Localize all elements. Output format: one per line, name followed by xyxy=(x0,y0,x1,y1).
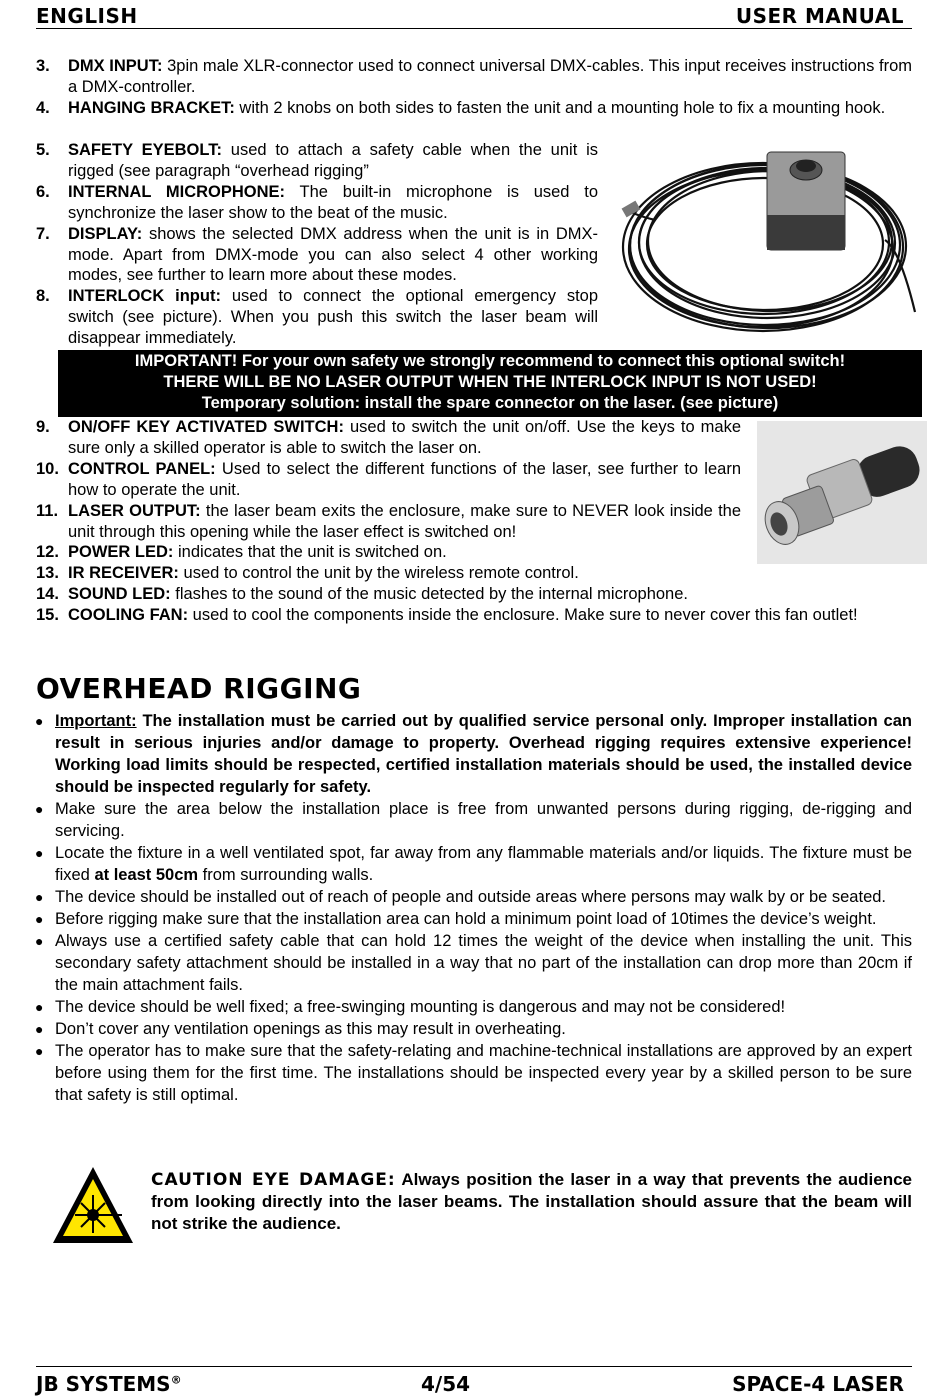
list-item: 13. IR RECEIVER: used to control the unit by the wireless remote control. xyxy=(36,563,579,582)
bullet-icon: ● xyxy=(35,845,44,861)
important-banner: IMPORTANT! For your own safety we strongly recommend to connect this optional switch! THERE WILL BE NO LASER OUTPUT WHEN THE INTERLOCK INPUT IS NOT USED! Temporary solution: install the spare connector on the laser. (see picture) xyxy=(58,350,922,417)
list-item: ● The operator has to make sure that the safety-relating and machine-technical installations are approved by an expert before using them for the first time. The installations should be inspected every year by a skilled person to be sure that safety is still optimal. xyxy=(35,1042,912,1104)
list-item: 9. ON/OFF KEY ACTIVATED SWITCH: used to switch the unit on/off. Use the keys to make sure only a skilled operator is able to switch the laser on. xyxy=(36,418,741,457)
numbered-list-bottom xyxy=(36,542,912,626)
bullet-icon: ● xyxy=(35,801,44,817)
list-item: 15. COOLING FAN: used to cool the components inside the enclosure. Make sure to never cover this fan outlet! xyxy=(36,605,858,624)
header-title: USER MANUAL xyxy=(735,4,904,28)
list-item: 6. INTERNAL MICROPHONE: The built-in microphone is used to synchronize the laser show to the beat of the music. xyxy=(36,182,598,222)
list-item: 8. INTERLOCK input: used to connect the optional emergency stop switch (see picture). When you push this switch the laser beam will disappear immediately. xyxy=(36,287,599,348)
list-item: ● Important: The installation must be carried out by qualified service personal only. Improper installation can result in serious injuries and/or damage to property. Overhead rigging requires extensive experience! Working load limits should be respected, certified installation materials should be used, the installed device should be inspected regularly for safety. xyxy=(35,712,912,796)
laser-warning-icon xyxy=(50,1163,136,1249)
list-item: ● Always use a certified safety cable that can hold 12 times the weight of the device when installing the unit. This secondary safety attachment should be installed in a way that no part of the installation can drop more than 20cm if the main attachment fails. xyxy=(35,932,912,994)
list-item: 11. LASER OUTPUT: the laser beam exits the enclosure, make sure to NEVER look inside the unit through this opening while the laser effect is switched on! xyxy=(36,501,742,541)
interlock-switch-photo xyxy=(615,140,925,340)
section-title: OVERHEAD RIGGING xyxy=(36,672,362,705)
bullet-icon: ● xyxy=(35,999,44,1015)
page-number: 4/54 xyxy=(421,1372,471,1396)
bullet-icon: ● xyxy=(35,889,44,905)
page-header xyxy=(36,2,912,29)
list-item: 5. SAFETY EYEBOLT: used to attach a safety cable when the unit is rigged (see paragraph “overhead rigging” xyxy=(36,141,598,180)
bullet-icon: ● xyxy=(35,1043,44,1059)
bullet-icon: ● xyxy=(35,933,44,949)
list-item: ● The device should be installed out of reach of people and outside areas where persons may walk by or be seated. xyxy=(35,888,887,906)
caution-eye-damage: CAUTION EYE DAMAGE: Always position the laser in a way that prevents the audience from looking directly into the laser beams. The installation should assure that the beam will not strike the audience. xyxy=(151,1170,912,1233)
numbered-list-narrow xyxy=(36,140,598,349)
list-item: 14. SOUND LED: flashes to the sound of the music detected by the internal microphone. xyxy=(36,584,688,603)
list-item: 10. CONTROL PANEL: Used to select the different functions of the laser, see further to learn how to operate the unit. xyxy=(36,459,741,499)
bullet-icon: ● xyxy=(35,1021,44,1037)
list-item: 7. DISPLAY: shows the selected DMX address when the unit is in DMX-mode. Apart from DMX-mode you can also select 4 other working modes, see further to learn more about these modes. xyxy=(36,224,598,285)
rigging-bullet-list xyxy=(36,710,912,1106)
footer-product: SPACE-4 LASER xyxy=(732,1372,904,1396)
numbered-list-full xyxy=(36,56,912,119)
bullet-icon: ● xyxy=(35,911,44,927)
list-item: ● Don’t cover any ventilation openings as this may result in overheating. xyxy=(35,1020,566,1038)
list-item: 12. POWER LED: indicates that the unit is switched on. xyxy=(36,543,447,561)
list-item: ● The device should be well fixed; a free-swinging mounting is dangerous and may not be considered! xyxy=(35,998,786,1016)
numbered-list-mid xyxy=(36,417,741,542)
list-item: 4. HANGING BRACKET: with 2 knobs on both sides to fasten the unit and a mounting hole to fix a mounting hook. xyxy=(36,98,886,117)
list-item: ● Locate the fixture in a well ventilated spot, far away from any flammable materials and/or liquids. The fixture must be fixed at least 50cm from surrounding walls. xyxy=(35,844,912,884)
list-item: ● Make sure the area below the installation place is free from unwanted persons during rigging, de-rigging and servicing. xyxy=(35,800,912,840)
list-item: ● Before rigging make sure that the installation area can hold a minimum point load of 10times the device’s weight. xyxy=(35,910,877,928)
page-footer xyxy=(36,1366,912,1397)
bullet-icon: ● xyxy=(35,713,44,729)
footer-brand: JB SYSTEMS® xyxy=(36,1372,182,1396)
list-item: 3. DMX INPUT: 3pin male XLR-connector used to connect universal DMX-cables. This input receives instructions from a DMX-controller. xyxy=(36,57,912,96)
header-language: ENGLISH xyxy=(36,4,138,28)
